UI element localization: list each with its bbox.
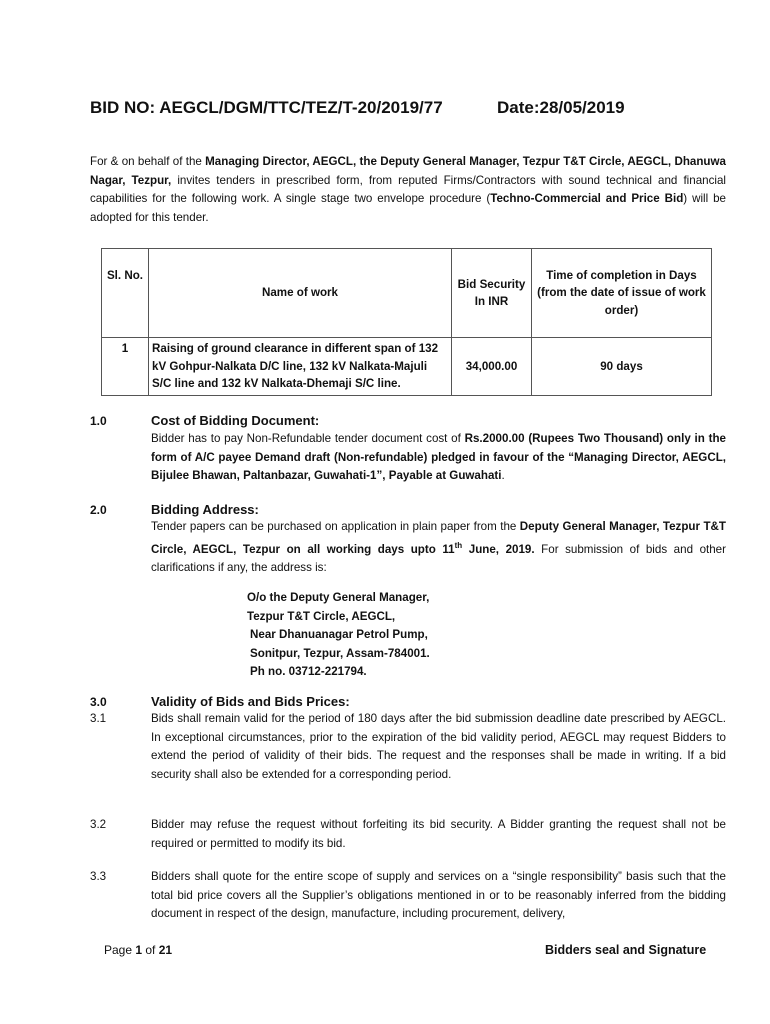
address-line-3: Near Dhanuanagar Petrol Pump, (250, 628, 428, 641)
section-3-2-number: 3.2 (90, 818, 107, 831)
intro-text-2: invites tenders in prescribed form, from reputed Firms/Contractors with sound technical and financial capabilities for the following work. A single stage two envelope procedure ( (90, 173, 726, 205)
header-name-of-work: Name of work (149, 249, 452, 338)
intro-bold-2: Techno-Commercial and Price Bid (490, 192, 684, 205)
section-3-1-body: Bids shall remain valid for the period of 180 days after the bid submission deadline date prescribed by AEGCL. In exceptional circumstances, prior to the expiration of the bid validity period, AEGCL may request Bidders to extend the period of validity of their bids. The request and the responses shall be made in writing. If a bid security shall also be extended for a corresponding period. (151, 712, 726, 781)
page-of: of (142, 943, 159, 957)
address-line-4: Sonitpur, Tezpur, Assam-784001. (250, 646, 430, 660)
bid-number: BID NO: AEGCL/DGM/TTC/TEZ/T-20/2019/77 (90, 98, 443, 117)
section-1-text-2: . (501, 469, 505, 482)
section-3-2-body: Bidder may refuse the request without forfeiting its bid security. A Bidder granting the request shall not be required or permitted to modify its bid. (151, 818, 726, 850)
section-2-number: 2.0 (90, 503, 107, 517)
section-2-bold-1: Deputy General Manager, Tezpur T&T Circle, AEGCL, Tezpur on all working days upto 11 (151, 520, 726, 556)
cell-sl-no: 1 (102, 338, 149, 396)
page-total: 21 (158, 943, 173, 957)
section-1-number: 1.0 (90, 414, 107, 428)
section-2-title: Bidding Address: (151, 502, 259, 517)
intro-paragraph (90, 153, 726, 227)
header-bid-security: Bid Security In INR (452, 249, 532, 338)
intro-text-1: For & on behalf of the (90, 155, 206, 168)
address-line-5: Ph no. 03712-221794. (250, 665, 367, 678)
intro-bold-1: Managing Director, AEGCL, the Deputy General Manager, Tezpur T&T Circle, AEGCL, Dhanuwa Nagar, Tezpur, (90, 155, 726, 187)
section-1-title: Cost of Bidding Document: (151, 413, 320, 428)
section-2-bold-2: June, 2019. (462, 542, 535, 556)
cell-time-of-completion: 90 days (532, 338, 712, 396)
seal-signature-label: Bidders seal and Signature (545, 943, 707, 957)
section-2-superscript: th (454, 540, 463, 550)
section-3-3-number: 3.3 (90, 870, 107, 883)
section-2-text-1: Tender papers can be purchased on application in plain paper from the (151, 520, 520, 533)
page-prefix: Page (104, 943, 136, 957)
intro-text-3: ) will be adopted for this tender. (90, 192, 726, 224)
address-line-1: O/o the Deputy General Manager, (247, 591, 430, 604)
section-3-number: 3.0 (90, 695, 107, 709)
works-table (101, 248, 712, 396)
page-number (104, 943, 172, 957)
table-row (102, 338, 712, 396)
cell-name-of-work: Raising of ground clearance in different span of 132 kV Gohpur-Nalkata D/C line, 132 kV Nalkata-Majuli S/C line and 132 kV Nalkata-Dhemaji S/C line. (149, 338, 452, 396)
section-3-1-number: 3.1 (90, 712, 107, 725)
section-2-text-2: For submission of bids and other clarifications if any, the address is: (151, 542, 726, 574)
section-1-bold: Rs.2000.00 (Rupees Two Thousand) only in the form of A/C payee Demand draft (Non-refundable) pledged in favour of the “Managing Director, AEGCL, Bijulee Bhawan, Paltanbazar, Guwahati-1”, Payable at Guwahati (151, 432, 726, 482)
table-header-row (102, 249, 712, 338)
header-time-of-completion: Time of completion in Days (from the date of issue of work order) (532, 249, 712, 338)
section-3-3-body: Bidders shall quote for the entire scope of supply and services on a “single responsibility” basis such that the total bid price covers all the Supplier’s obligations mentioned in or to be reasonably inferred from the bidding document in respect of the design, manufacture, including procurement, delivery, (151, 870, 726, 920)
section-1-body (151, 430, 726, 486)
page-current: 1 (135, 943, 143, 957)
section-1-text-1: Bidder has to pay Non-Refundable tender document cost of (151, 432, 465, 445)
section-2-body (151, 518, 726, 577)
bid-date: Date:28/05/2019 (497, 98, 625, 117)
section-3-title: Validity of Bids and Bids Prices: (151, 694, 350, 709)
address-line-2: Tezpur T&T Circle, AEGCL, (247, 609, 396, 623)
bidding-address (247, 589, 430, 682)
cell-bid-security: 34,000.00 (452, 338, 532, 396)
header-sl-no: Sl. No. (102, 249, 149, 338)
